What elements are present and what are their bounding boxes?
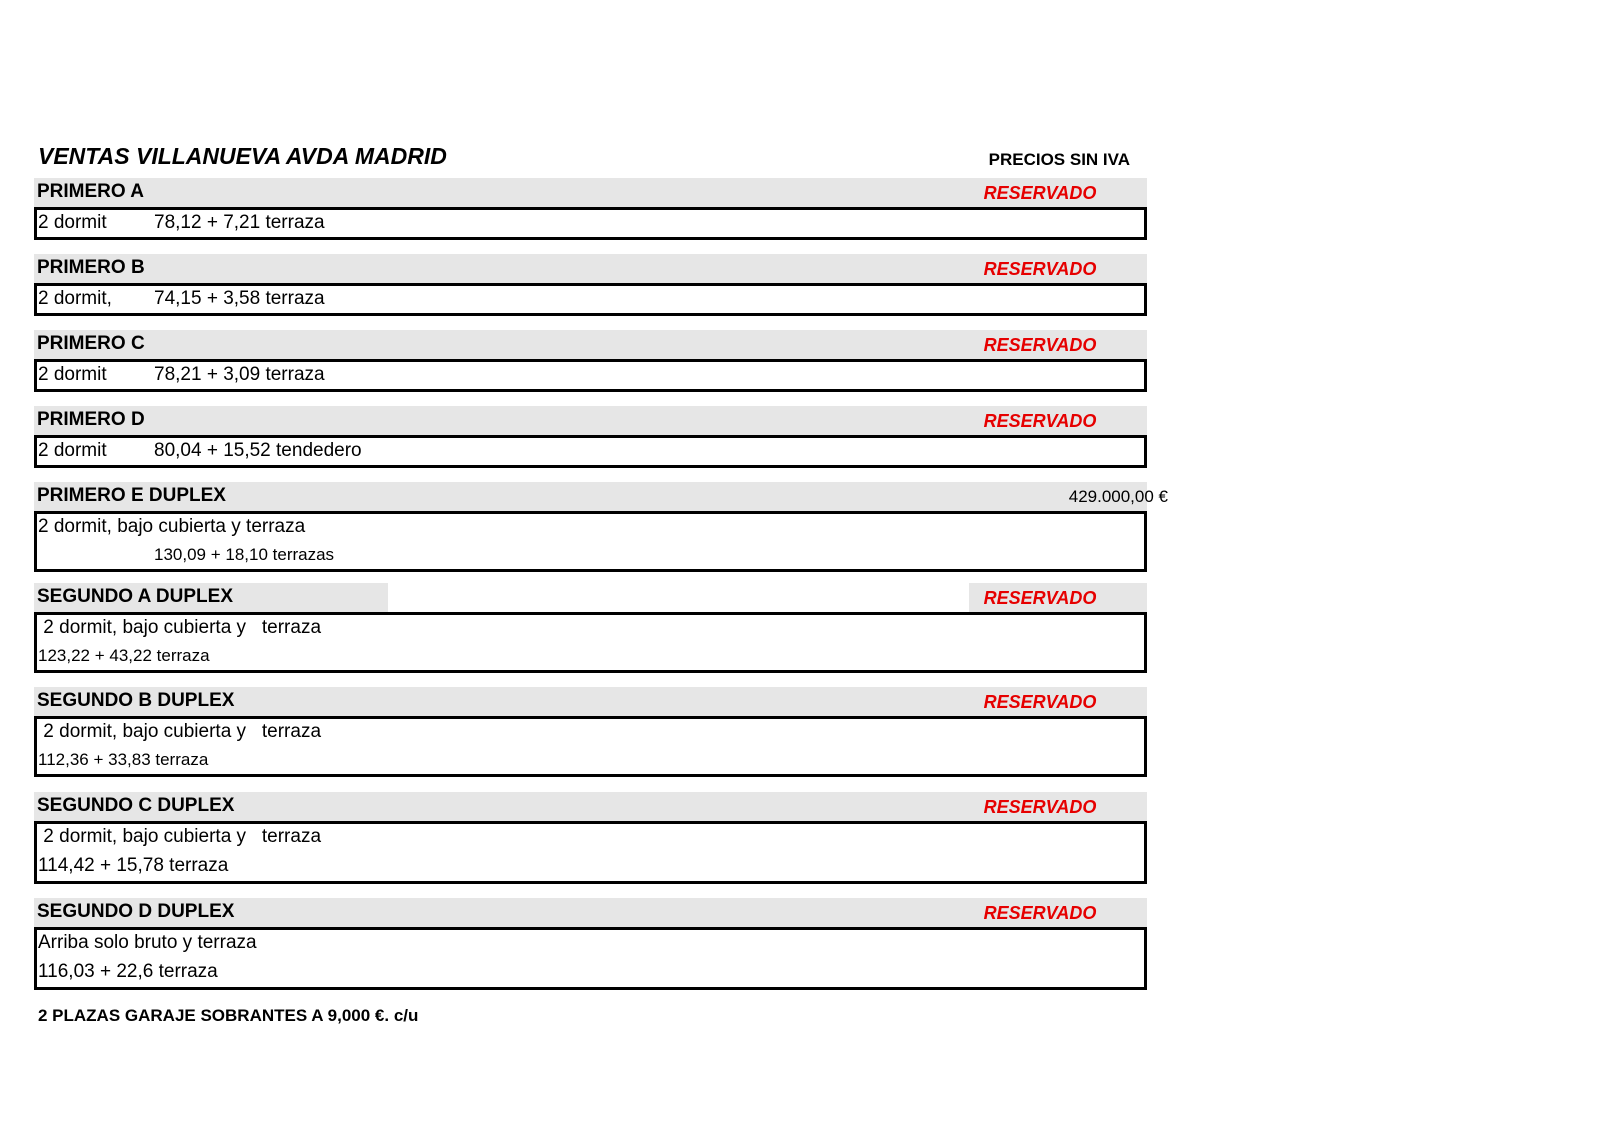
area-text: 74,15 + 3,58 terraza (154, 288, 325, 309)
price-note: PRECIOS SIN IVA (988, 150, 1130, 169)
unit-description-box (34, 435, 1147, 468)
unit-description-box (34, 821, 1147, 884)
unit-description-box (34, 359, 1147, 392)
unit-primero-b (34, 254, 1147, 316)
area-text: 78,12 + 7,21 terraza (154, 212, 325, 233)
area-text: 116,03 + 22,6 terraza (38, 961, 218, 982)
unit-header (34, 898, 1147, 927)
unit-segundo-c-duplex (34, 792, 1147, 884)
status-badge: RESERVADO (983, 797, 1097, 817)
garage-note: 2 PLAZAS GARAJE SOBRANTES A 9,000 €. c/u (38, 1006, 419, 1025)
status-badge: RESERVADO (983, 692, 1097, 712)
status-badge: RESERVADO (983, 588, 1097, 608)
description-text: 2 dormit, bajo cubierta y terraza (38, 516, 306, 537)
description-text: Arriba solo bruto y terraza (38, 932, 257, 953)
bedrooms-text: 2 dormit (38, 364, 107, 385)
bedrooms-text: 2 dormit, (38, 288, 112, 309)
area-text: 123,22 + 43,22 terraza (38, 646, 210, 665)
unit-primero-d (34, 406, 1147, 468)
bedrooms-text: 2 dormit (38, 440, 107, 461)
area-text: 80,04 + 15,52 tendedero (154, 440, 362, 461)
unit-header (34, 178, 1147, 207)
unit-name: SEGUNDO C DUPLEX (37, 795, 235, 816)
unit-header (34, 254, 1147, 283)
area-text: 114,42 + 15,78 terraza (38, 855, 229, 876)
price-value: 429.000,00 € (1068, 487, 1168, 506)
area-text: 78,21 + 3,09 terraza (154, 364, 325, 385)
unit-segundo-d-duplex (34, 898, 1147, 990)
unit-description-box (34, 716, 1147, 777)
unit-name: SEGUNDO D DUPLEX (37, 901, 235, 922)
unit-description-box (34, 283, 1147, 316)
unit-name: PRIMERO A (37, 181, 144, 202)
unit-segundo-a-duplex (34, 583, 1147, 673)
unit-header (34, 792, 1147, 821)
unit-name: PRIMERO B (37, 257, 145, 278)
unit-name: PRIMERO E DUPLEX (37, 485, 226, 506)
unit-header (34, 687, 1147, 716)
description-text: 2 dormit, bajo cubierta y terraza (38, 826, 322, 847)
description-text: 2 dormit, bajo cubierta y terraza (38, 617, 322, 638)
unit-name: SEGUNDO B DUPLEX (37, 690, 235, 711)
status-badge: RESERVADO (983, 411, 1097, 431)
unit-primero-e-duplex (34, 482, 1168, 572)
status-badge: RESERVADO (983, 903, 1097, 923)
unit-name: SEGUNDO A DUPLEX (37, 586, 234, 607)
unit-header (34, 482, 1168, 511)
status-badge: RESERVADO (983, 259, 1097, 279)
unit-primero-a (34, 178, 1147, 240)
unit-description-box (34, 511, 1147, 572)
unit-description-box (34, 207, 1147, 240)
unit-description-box (34, 927, 1147, 990)
status-badge: RESERVADO (983, 183, 1097, 203)
description-text: 2 dormit, bajo cubierta y terraza (38, 721, 322, 742)
bedrooms-text: 2 dormit (38, 212, 107, 233)
unit-name: PRIMERO C (37, 333, 145, 354)
unit-name: PRIMERO D (37, 409, 145, 430)
area-text: 112,36 + 33,83 terraza (38, 750, 209, 769)
unit-header (34, 406, 1147, 435)
unit-header (34, 583, 1147, 612)
unit-header (34, 330, 1147, 359)
page-title: VENTAS VILLANUEVA AVDA MADRID (38, 143, 447, 169)
unit-primero-c (34, 330, 1147, 392)
status-badge: RESERVADO (983, 335, 1097, 355)
unit-segundo-b-duplex (34, 687, 1147, 777)
area-text: 130,09 + 18,10 terrazas (154, 545, 335, 564)
unit-description-box (34, 612, 1147, 673)
